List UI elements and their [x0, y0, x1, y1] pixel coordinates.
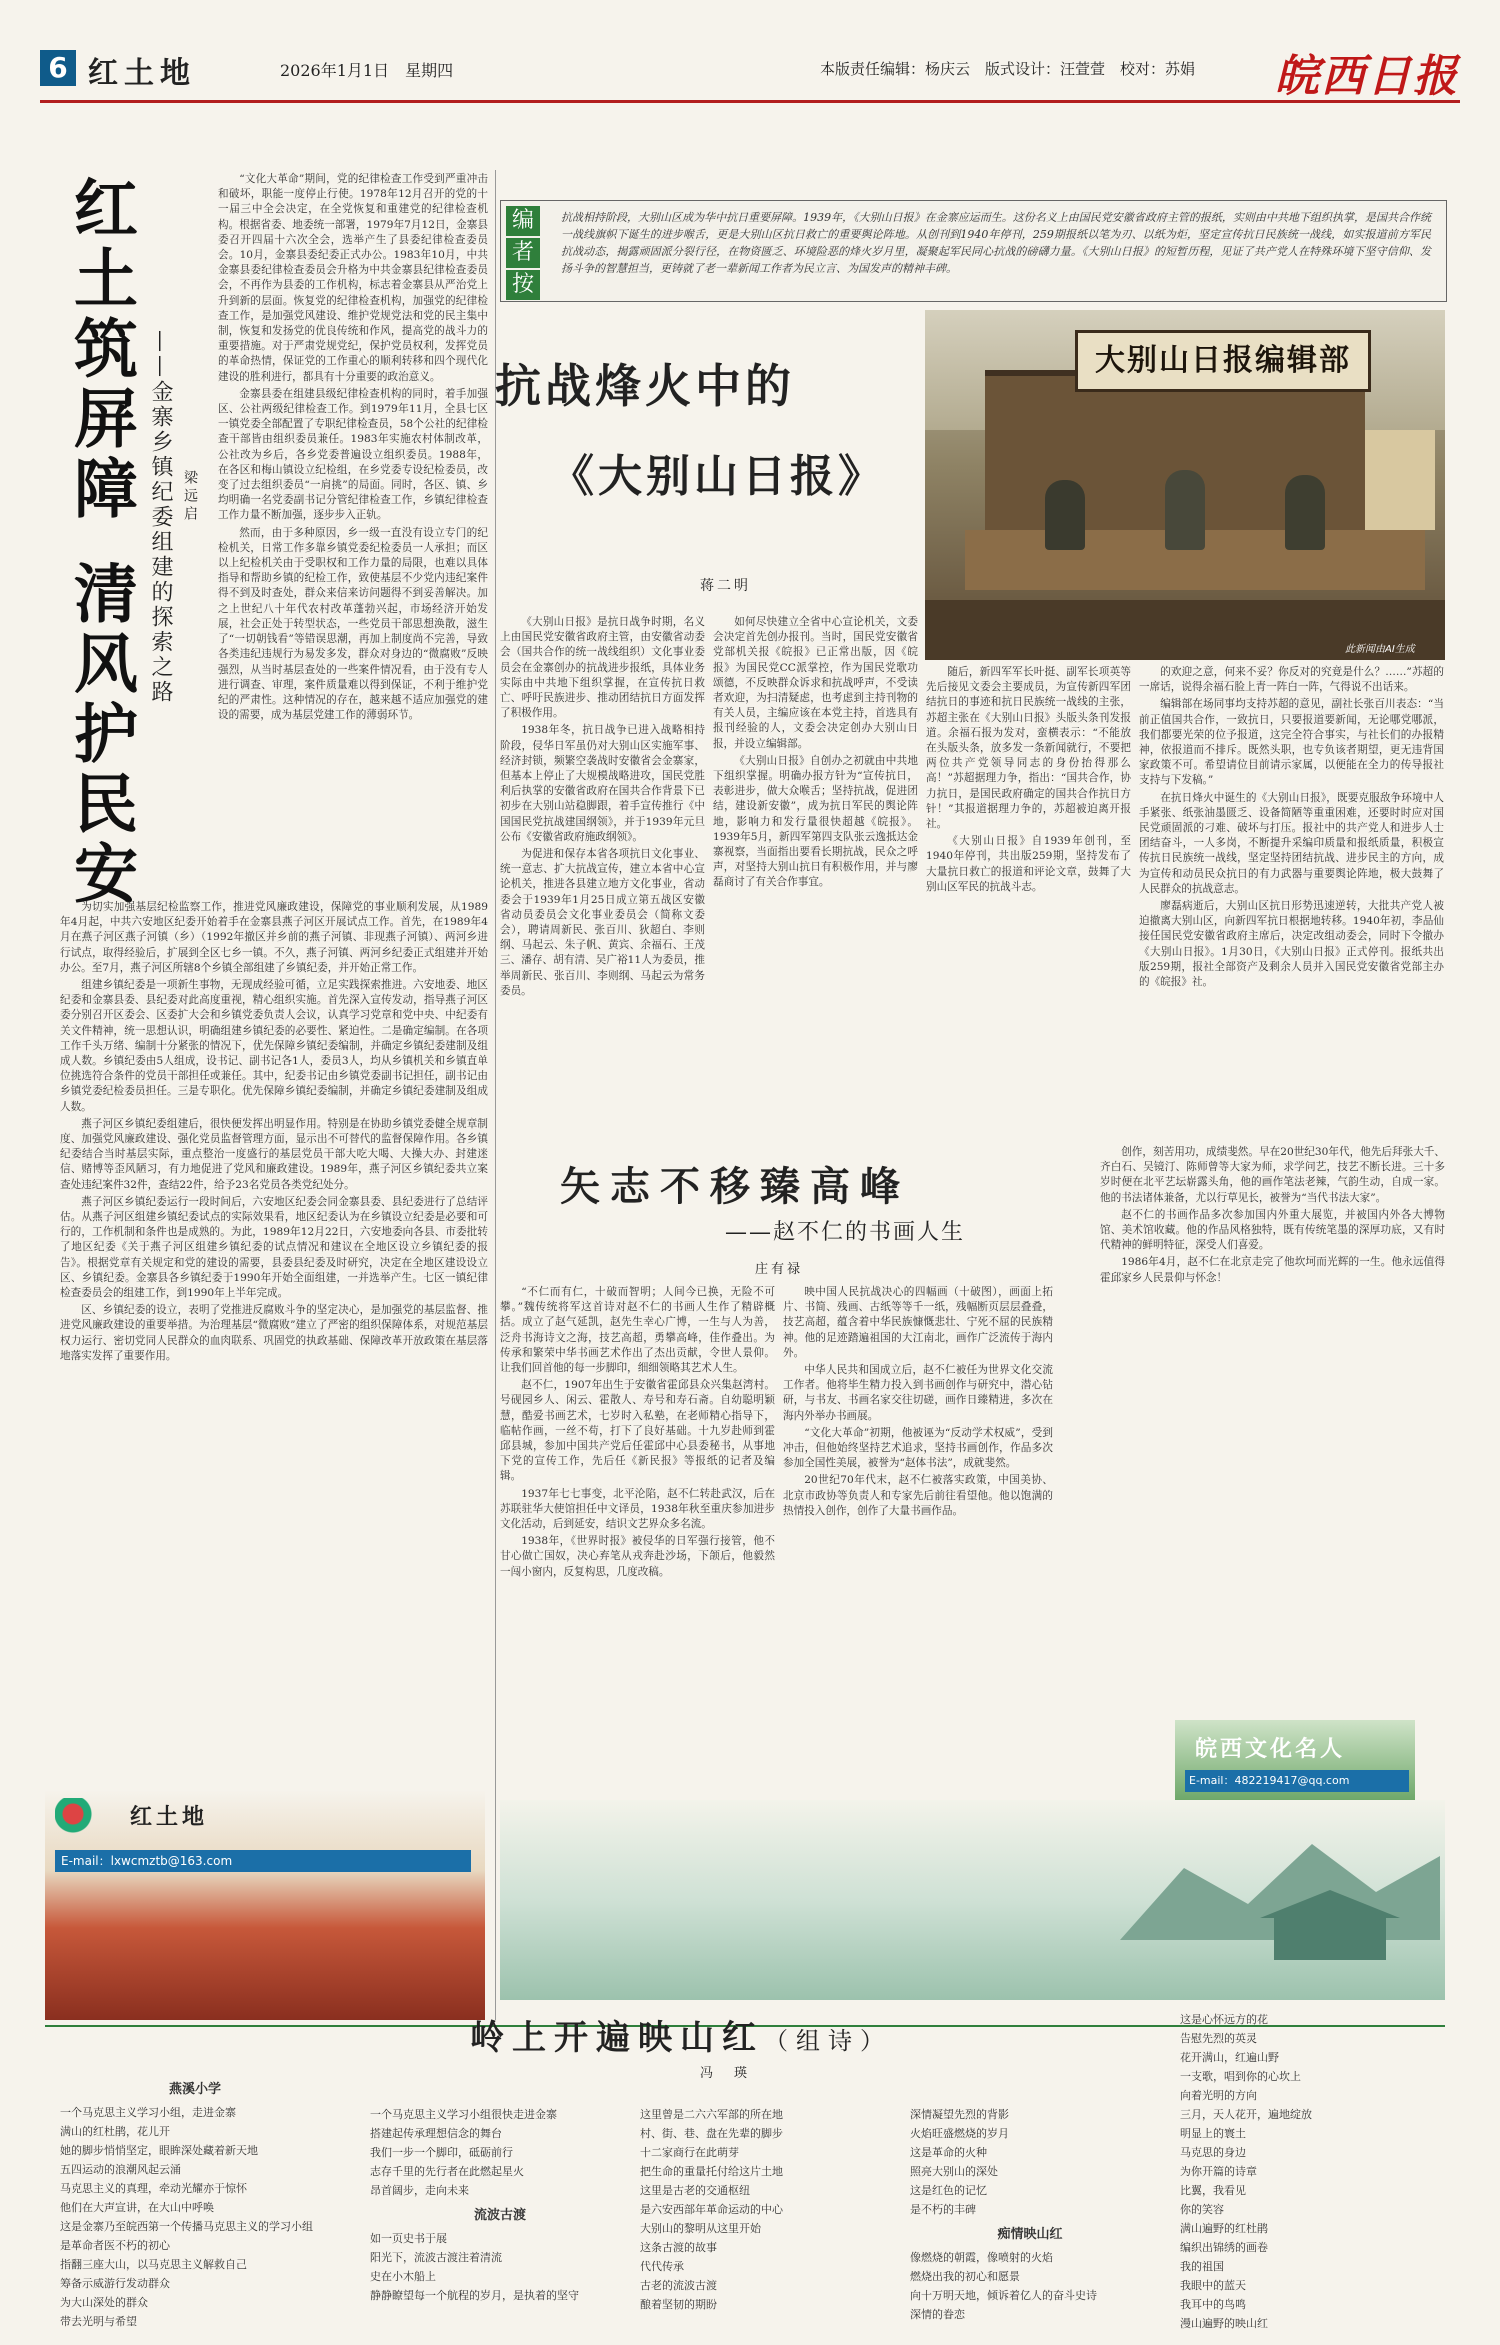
- paragraph: 创作，刻苦用功，成绩斐然。早在20世纪30年代，他先后拜张大千、齐白石、吴镜汀、陈师曾等大家为师，求学问艺，技艺不断长进。三十多岁时便在北平艺坛崭露头角，他的画作笔法老辣，气韵生动，自成一家。他的书法诸体兼备，尤以行草见长，被誉为“当代书法大家”。: [1100, 1146, 1445, 1204]
- paragraph: “不仁而有仁，十破而智明；人间今已换，无险不可攀。”魏传统将军这首诗对赵不仁的书画人生作了精辟概括。成立了赵气延凯，赵先生幸心广博，一生与人为善，泛舟书海诗文之海，技艺高超，勇攀高峰，佳作叠出。为传承和繁荣中华书画艺术作出了杰出贡献，令世人景仰。让我们回首他的每一步脚印，细细领略其艺术人生。: [500, 1286, 775, 1375]
- paragraph: 然而，由于多种原因，乡一级一直没有设立专门的纪检机关，日常工作多靠乡镇党委纪检委员一人承担；而区以上纪检机关由于受职权和工作力量的局限，也难以具体指导和帮助乡镇的纪检工作，致使基层不少党内违纪案件得不到及时查处，群众来信来访问题得不到妥善解决。加之上世纪八十年代农村改革蓬勃兴起，市场经济开始发展，社会正处于转型状态，一些党员干部思想涣散，滋生了“一切朝钱看”等错误思潮，再加上制度尚不完善，导致各类违纪违规行为易发多发，群众对身边的“微腐败”反映强烈，从当时基层查处的一些案件情况看，由于没有专人进行调查、审理，案件质量难以得到保证，不利于维护党纪的严肃性。这种情况的存在，越来越不适应加强党的建设的需要，成为基层党建工作的薄弱环节。: [218, 526, 488, 722]
- paragraph: 1938年冬，抗日战争已进入战略相持阶段，侵华日军虽仍对大别山区实施军事、经济封锁，频繁空袭战时安徽省会金寨家，但基本上停止了大规模战略进攻，国民党胜利后执掌的安徽省政府在国共合作背景下已初步在大别山站稳脚跟，着手宣传推行《中国国民党抗战建国纲领》，并于1939年元旦公布《安徽省政府施政纲领》。: [500, 724, 705, 843]
- poem-line: 马克思主义的真理，牵动光耀亦于惊怀: [60, 2182, 247, 2195]
- poem-column-5: [1180, 2010, 1445, 2330]
- issue-date: 2026年1月1日 星期四: [280, 61, 454, 80]
- poem-line: 我们一步一个脚印，砥砺前行: [370, 2146, 513, 2159]
- poem-line: 静静瞭望每一个航程的岁月，是执着的坚守: [370, 2289, 579, 2302]
- poem-line: 为大山深处的群众: [60, 2296, 148, 2309]
- left-article-body-lower: [60, 900, 488, 1775]
- war-article-col-2: [713, 615, 918, 1135]
- figure-silhouette: [1045, 480, 1085, 550]
- paragraph: 1986年4月，赵不仁在北京走完了他坎坷而光辉的一生。他永远值得霍邱家乡人民景仰与怀念！: [1100, 1256, 1445, 1284]
- poem-line: 是不朽的丰碑: [910, 2203, 976, 2216]
- editor-note: [500, 200, 1447, 302]
- paragraph: 为切实加强基层纪检监察工作，推进党风廉政建设，保障党的事业顺利发展，从1989年4月起，中共六安地区纪委开始着手在金寨县燕子河区开展试点工作。首先，在1989年4月在燕子河区燕子河镇（乡）（1992年撤区并乡前的燕子河镇、非现燕子河镇）、两河乡进行试点，取得经验后，扩展到全区七乡一镇。不久，燕子河镇、两河乡纪委正式组建并开始办公。至7月，燕子河区所辖8个乡镇全部组建了乡镇纪委，并开始正常工作。: [60, 901, 488, 974]
- left-author: [180, 470, 200, 590]
- poem-line: 古老的流波古渡: [640, 2279, 717, 2292]
- poem-line: 这里曾是二六六军部的所在地: [640, 2108, 783, 2121]
- badge-char: 编: [506, 206, 540, 236]
- poem-line: 告慰先烈的英灵: [1180, 2032, 1257, 2045]
- paragraph: 廖磊病逝后，大别山区抗日形势迅速逆转，大批共产党人被迫撤离大别山区，向新四军抗日根据地转移。1940年初，李品仙接任国民党安徽省政府主席后，决定改组动委会，同时下令撤办《大别山日报》。1月30日，《大别山日报》正式停刊。报纸共出版259期，报社全部资产及剩余人员并入国民党安徽省党部主办的《皖报》社。: [1139, 900, 1444, 989]
- calligraphy-title: 矢志不移臻高峰: [560, 1163, 910, 1210]
- poem-line: 是六安西部年革命运动的中心: [640, 2203, 783, 2216]
- poem-heading: 燕溪小学: [168, 2082, 221, 2097]
- poem-line: 花开满山，红遍山野: [1180, 2051, 1279, 2064]
- editor-note-text: 抗战相持阶段，大别山区成为华中抗日重要屏障。1939年，《大别山日报》在金寨应运而生。这份名义上由国民党安徽省政府主管的报纸，实则由中共地下组织执掌，是国共合作统一战线旗帜下诞生的进步喉舌，更是大别山区抗日救亡的重要舆论阵地。从创刊到1940年停刊，259期报纸以笔为刃、以纸为炬，坚定宣传抗日民族统一战线，如实报道前方军民抗战动态，揭露顽固派分裂行径，在物资匮乏、环境险恶的烽火岁月里，凝聚起军民同心抗战的磅礴力量。《大别山日报》的短暂历程，见证了共产党人在特殊环境下坚守信仰、发扬斗争的智慧担当，更铸就了老一辈新闻工作者为民立言、为国发声的精神丰碑。: [561, 211, 1431, 275]
- poem-heading: 痴情映山红: [997, 2227, 1063, 2242]
- calligraphy-col-2: [783, 1285, 1053, 1745]
- poem-line: 村、街、巷、盘在先辈的脚步: [640, 2127, 783, 2140]
- poem-line: 阳光下，流波古渡注着清流: [370, 2251, 502, 2264]
- poem-line: 向十万明天地，倾诉着亿人的奋斗史诗: [910, 2289, 1097, 2302]
- badge-title: 红土地: [130, 1804, 209, 1830]
- column-divider: [495, 170, 496, 2020]
- left-title-1: [60, 175, 140, 555]
- poem-column-1: [60, 2080, 330, 2328]
- poem-line: 明显上的寰土: [1180, 2127, 1246, 2140]
- paragraph: 随后，新四军军长叶挺、副军长项英等先后接见文委会主要成员，为宣传新四军团结抗日的事迹和抗日民族统一战线的主张，苏超主张在《大别山日报》头版头条刊发报道。余福石报为发对，蛮横表示：“不能放在头版头条，放多发一条新闻就行，不要把两位共产党领导同志的身份抬得那么高！”苏超据理力争，指出：“国共合作，协力抗日，是国民政府确定的国共合作抗日方针！”其报道据理力争的，苏超被迫离开报社。: [926, 666, 1131, 831]
- poem-lines: [370, 2229, 630, 2305]
- page-header: [40, 40, 1460, 103]
- poem-line: 深情凝望先烈的背影: [910, 2108, 1009, 2121]
- war-article-col-1: [500, 615, 705, 1135]
- poem-line: 是革命者医不朽的初心: [60, 2239, 170, 2252]
- war-article-title-2: 《大别山日报》: [550, 451, 886, 502]
- poem-line: 把生命的重量托付给这片土地: [640, 2165, 783, 2178]
- poem-line: 这是心怀远方的花: [1180, 2013, 1268, 2026]
- paragraph: 《大别山日报》是抗日战争时期，名义上由国民党安徽省政府主管，由安徽省动委会（国共合作的统一战线组织）文化事业委员会在金寨创办的抗战进步报纸，具体业务实际由中共地下组织掌握，在宣传抗日救亡、呼吁民族进步、推动团结抗日方面发挥了积极作用。: [500, 616, 705, 720]
- poem-lines: [640, 2105, 900, 2314]
- poem-line: 照亮大别山的深处: [910, 2165, 998, 2178]
- war-article-author: 蒋二明: [700, 578, 751, 594]
- badge-char: 按: [506, 270, 540, 300]
- poem-line: 指翻三座大山，以马克思主义解救自己: [60, 2258, 247, 2271]
- paragraph: 1937年七七事变，北平沦陷，赵不仁转赴武汉，后在苏联驻华大使馆担任中文译员，1938年秋至重庆参加进步文化活动，后到延安，结识文艺界众多名流。: [500, 1487, 775, 1531]
- figure-silhouette: [1165, 470, 1205, 550]
- left-article-title: 红土筑屏障: [63, 175, 138, 525]
- poem-line: 大别山的黎明从这里开始: [640, 2222, 761, 2235]
- poem-line: 深情的眷恋: [910, 2308, 965, 2321]
- poem-line: 十二家商行在此萌芽: [640, 2146, 739, 2159]
- poem-line: 他们在大声宣讲，在大山中呼唤: [60, 2201, 214, 2214]
- poem-line: 这是红色的记忆: [910, 2184, 987, 2197]
- wanxi-culture-email: E-mail：482219417@qq.com: [1185, 1770, 1409, 1792]
- poem-line: 这里是古老的交通枢纽: [640, 2184, 750, 2197]
- paragraph: 赵不仁，1907年出生于安徽省霍邱县众兴集赵湾村。号砚园乡人、闲云、霍散人、寿号和寿石斋。自幼聪明颖慧，酷爱书画艺术，七岁时入私塾，在老师精心指导下，临帖作画，一丝不苟，打下了良好基础。十九岁赴师到霍邱县城，参加中国共产党后任霍邱中心县委秘书，从事地下党的宣传工作，先后任《新民报》等报纸的记者及编辑。: [500, 1379, 775, 1483]
- poem-line: 三月，天人花开，遍地绽放: [1180, 2108, 1312, 2121]
- paragraph: “文化大革命”期间，党的纪律检查工作受到严重冲击和破坏，职能一度停止行使。1978年12月召开的党的十一届三中全会决定，在全党恢复和重建党的纪律检查机构。根据省委、地委统一部署，1979年7月12日，金寨县委召开四届十六次全会，选举产生了县委纪律检查委员会。10月，金寨县委纪委正式办公。1983年10月，中共金寨县委纪律检查委员会升格为中共金寨县纪律检查委员会，不再作为县委的工作机构，标志着金寨县从严治党上升到新的层面。恢复党的纪律检查机构，加强党的纪律检查工作，是加强党风建设、维护党规党法和党的民主集中制，恢复和发扬党的优良传统和作风，提高党的战斗力的重要措施。对于严肃党规党纪，保护党员权利，发挥党员的革命热情，保证党的工作重心的顺利转移和四个现代化建设的胜利进行，都具有十分重要的政治意义。: [218, 173, 488, 383]
- editor-note-badge: [506, 206, 546, 300]
- war-article-col-4: [1139, 665, 1444, 1135]
- poem-line: 向着光明的方向: [1180, 2089, 1257, 2102]
- figure-silhouette: [1285, 475, 1325, 550]
- poem-line: 燃烧出我的初心和愿景: [910, 2270, 1020, 2283]
- poem-line: 这是革命的火种: [910, 2146, 987, 2159]
- poem-line: 如一页史书于展: [370, 2232, 447, 2245]
- poem-line: 搭建起传承理想信念的舞台: [370, 2127, 502, 2140]
- poem-lines: [910, 2248, 1150, 2324]
- paragraph: 如何尽快建立全省中心宣论机关，文委会决定首先创办报刊。当时，国民党安徽省党部机关报《皖报》已正常出版，因《皖报》为国民党CC派掌控，作为国民党歌功颂德，不反映群众诉求和抗战呼声，不受读者欢迎，为扫清疑虑，也考虑到主持刊物的有关人员，主编应该在本党主持，首选具有报刊经验的人，文委会决定创办大别山日报，并设立编辑部。: [713, 616, 918, 750]
- war-article-col-3: [926, 665, 1131, 1135]
- poem-author: 冯 瑛: [700, 2066, 752, 2081]
- poem-heading: 流波古渡: [473, 2208, 526, 2223]
- poem-line: 一支歌，唱到你的心坎上: [1180, 2070, 1301, 2083]
- wanxi-culture-title: 皖西文化名人: [1195, 1736, 1346, 1762]
- paragraph: 《大别山日报》自1939年创刊，至1940年停刊，共出版259期，坚持发布了大量抗日救亡的报道和评论文章，鼓舞了大别山区军民的抗战斗志。: [926, 835, 1131, 893]
- poem-line: 编织出锦绣的画卷: [1180, 2241, 1268, 2254]
- calligraphy-col-3: [1100, 1145, 1445, 1685]
- paragraph: 燕子河区乡镇纪委运行一段时间后，六安地区纪委会同金寨县委、县纪委进行了总结评估。从燕子河区组建乡镇纪委试点的实际效果看，地区纪委认为在乡镇设立纪委是必要和可行的，工作机制和条件也是成熟的。为此，1989年12月22日，六安地委向各县、市委批转了地区纪委《关于燕子河区组建乡镇纪委的试点情况和建议在全地区设立乡镇纪委的报告》。根据党章有关规定和党的建设的需要，县委县纪委及时研究，决定在全地区建设设立区、乡镇纪委。金寨县各乡镇纪委于1990年开始全面组建，一并选举产生。七区一镇纪律检查委员会的组建工作，到1990年上半年完成。: [60, 1195, 488, 1300]
- poem-line: 志存千里的先行者在此燃起星火: [370, 2165, 524, 2178]
- editorial-signboard: 大别山日报编辑部: [1075, 330, 1371, 392]
- paragraph: 《大别山日报》自创办之初就由中共地下组织掌握。明确办报方针为“宣传抗日，表彰进步，做大众喉舌；坚持抗战，促进团结，建设新安徽”，成为抗日军民的舆论阵地，影响力和发行量很快超越《皖报》。1939年5月，新四军第四支队张云逸抵达金寨视察，当面指出要看长期抗战，民众之呼声，对坚持大别山抗日有积极作用，并与廖磊商讨了有关合作事宜。: [713, 754, 918, 889]
- poem-line: 漫山遍野的映山红: [1180, 2317, 1268, 2330]
- poem-line: 马克思的身边: [1180, 2146, 1246, 2159]
- poem-line: 我的祖国: [1180, 2260, 1224, 2273]
- left-article-title-2: 清风护民安: [63, 560, 138, 910]
- poem-lines: [370, 2105, 630, 2200]
- red-earth-badge: [45, 1790, 485, 2020]
- badge-char: 者: [506, 238, 540, 268]
- paragraph: 1938年，《世界时报》被侵华的日军强行接管，他不甘心做亡国奴，决心弃笔从戎奔赴沙场，下颌后，他毅然一闯小窗内，反复构思，几度改稿。: [500, 1535, 775, 1578]
- poem-title-suffix: （组诗）: [764, 2027, 892, 2055]
- left-article-body-upper: [218, 172, 488, 892]
- poem-line: 她的脚步悄悄坚定，眼眸深处藏着新天地: [60, 2144, 258, 2157]
- poem-line: 这是金寨乃至皖西第一个传播马克思主义的学习小组: [60, 2220, 313, 2233]
- paragraph: 金寨县委在组建县级纪律检查机构的同时，着手加强区、公社两级纪律检查工作。到1979年11月，全县七区一镇党委全部配置了专职纪律检查员，58个公社的纪律检查干部皆由组织委员兼任。1983年实施农村体制改革，公社改为乡后，各乡党委普遍设立组织委员。1988年，在各区和梅山镇设立纪检组，在乡党委专设纪检委员，改变了过去组织委员“一肩挑”的局面。同时，各区、镇、乡均明确一名党委副书记分管纪律检查工作，乡镇纪律检查工作力量不断加强，逐步步入正轨。: [218, 387, 488, 522]
- left-subtitle: [145, 330, 175, 750]
- poem-line: 我眼中的蓝天: [1180, 2279, 1246, 2292]
- poem-line: 筹备示威游行发动群众: [60, 2277, 170, 2290]
- calligraphy-subtitle: ——赵不仁的书画人生: [725, 1220, 966, 1245]
- poem-line: 史在小木船上: [370, 2270, 436, 2283]
- poem-line: 带去光明与希望: [60, 2315, 137, 2328]
- calligraphy-author: 庄有禄: [755, 1262, 804, 1277]
- flower-icon: [55, 1798, 115, 1838]
- landscape-decoration: [500, 1800, 1445, 2000]
- poem-line: 比翼，我看见: [1180, 2184, 1246, 2197]
- image-credit: 此新闻由AI生成: [1345, 644, 1415, 655]
- paragraph: 中华人民共和国成立后，赵不仁被任为世界文化交流工作者。他将毕生精力投入到书画创作与研究中，潜心钻研，与书友、书画名家交往切磋，画作日臻精进，多次在海内外举办书画展。: [783, 1364, 1053, 1422]
- poem-line: 满山遍野的红杜鹃: [1180, 2222, 1268, 2235]
- left-article-author: 梁远启: [182, 470, 198, 524]
- poem-column-4: [910, 2105, 1150, 2320]
- editor-credits: 本版责任编辑：杨庆云 版式设计：汪萱萱 校对：苏娟: [820, 60, 1196, 78]
- wanxi-culture-badge: [1175, 1720, 1415, 1800]
- poem-line: 昂首阔步，走向未来: [370, 2184, 469, 2197]
- poem-line: 酿着坚韧的期盼: [640, 2298, 717, 2311]
- paragraph: 燕子河区乡镇纪委组建后，很快便发挥出明显作用。特别是在协助乡镇党委健全规章制度、加强党风廉政建设、强化党员监督管理方面，显示出不可替代的监督保障作用。各乡镇纪委结合当时基层实际，重点整治一度盛行的基层党员干部大吃大喝、大操大办、封建迷信、赌博等歪风陋习，有力地促进了党风和廉政建设。1989年，燕子河区乡镇纪委共立案查处违纪案件32件，查结22件，给予23名党员各类党纪处分。: [60, 1117, 488, 1191]
- poem-column-2: [370, 2105, 630, 2320]
- paragraph: 20世纪70年代末，赵不仁被落实政策，中国美协、北京市政协等负责人和专家先后前往看望他。他以饱满的热情投入创作，创作了大量书画作品。: [783, 1474, 1053, 1517]
- window: [1365, 430, 1435, 530]
- poem-line: 这条古渡的故事: [640, 2241, 717, 2254]
- poem-lines: [910, 2105, 1150, 2219]
- paragraph: 组建乡镇纪委是一项新生事物，无现成经验可循，立足实践探索推进。六安地委、地区纪委和金寨县委、县纪委对此高度重视，精心组织实施。首先深入宣传发动，指导燕子河区委分别召开区委会、区委扩大会和乡镇党委负责人会议，认真学习党章和党中央、中纪委有关文件精神，统一思想认识，明确组建乡镇纪委的必要性、紧迫性。二是确定编制。在各项工作千头万绪、编制十分紧张的情况下，优先保障乡镇纪委编制，并确定乡镇纪委建制及组成人数。乡镇纪委由5人组成，设书记、副书记各1人，委员3人，均从乡镇机关和乡镇直单位挑选符合条件的党员干部担任或兼任。其中，纪委书记由乡镇党委副书记担任，副书记由乡镇党委纪检委员担任。三是专职化。优先保障乡镇纪委编制，并确定乡镇纪委建制及组成人数。: [60, 979, 488, 1113]
- editorial-illustration: [925, 310, 1445, 660]
- paragraph: 的欢迎之意，何来不妥？你反对的究竟是什么？……”苏超的一席话，说得余福石脸上青一阵白一阵，气得说不出话来。: [1139, 666, 1444, 694]
- calligraphy-col-1: [500, 1285, 775, 1790]
- poem-lines: [60, 2103, 330, 2331]
- paragraph: 编辑部在场同事均支持苏超的意见，副社长张百川表态：“当前正值国共合作，一致抗日，只要报道要新闻，无论哪党哪派，我们都要光荣的位予报道，这完全符合事实，与社长们的办报精神，依报道而不排斥。既然头职，也专负该者期望，更无违背国家政策不可。希望请位目前请示家属，以便能在全力的传导报社支持与下发稿。”: [1139, 698, 1444, 787]
- section-name: 红土地: [88, 56, 196, 91]
- badge-email: E-mail：lxwcmztb@163.com: [55, 1850, 471, 1872]
- paragraph: 区、乡镇纪委的设立，表明了党推进反腐败斗争的坚定决心，是加强党的基层监督、推进党风廉政建设的重要举措。为治理基层“微腐败”建立了严密的组织保障体系，对规范基层权力运行、密切党同人民群众的血肉联系、巩固党的执政基础、保障改革开放政策在基层落地落实发挥了重要作用。: [60, 1304, 488, 1362]
- poem-line: 代代传承: [640, 2260, 684, 2273]
- poem-line: 五四运动的浪潮风起云涌: [60, 2163, 181, 2176]
- paragraph: 为促进和保存本省各项抗日文化事业、统一意志、扩大抗战宣传，建立本省中心宣论机关，推进各县建立地方文化事业，省动委会于1939年1月25日成立第五战区安徽省动员委员会文化事业委员会（简称文委会），聘请周新民、张百川、狄超白、李则纲、马起云、朱子帆、黄宾、余福石、王茂三、潘存、胡有清、吴广裕11人为委员，推举周新民、张百川、李则纲、马起云为常务委员。: [500, 848, 705, 997]
- left-title-2: [60, 560, 140, 930]
- poem-column-3: [640, 2105, 900, 2320]
- newspaper-logo: 皖西日报: [1275, 51, 1459, 102]
- poem-line: 你的笑容: [1180, 2203, 1224, 2216]
- poem-line: 为你开篇的诗章: [1180, 2165, 1257, 2178]
- poem-line: 一个马克思主义学习小组很快走进金寨: [370, 2108, 557, 2121]
- left-article-subtitle: ——金寨乡镇纪委组建的探索之路: [148, 330, 173, 705]
- poem-line: 我耳中的鸟鸣: [1180, 2298, 1246, 2311]
- war-article-title-1: 抗战烽火中的: [495, 359, 795, 413]
- paragraph: “文化大革命”初期，他被诬为“反动学术权威”，受到冲击，但他始终坚持艺术追求，坚持书画创作，作品多次参加全国性美展，被誉为“赵体书法”，成就斐然。: [783, 1426, 1053, 1470]
- poem-line: 满山的红杜鹃，花儿开: [60, 2125, 170, 2138]
- poem-lines: [1180, 2010, 1445, 2333]
- paragraph: 映中国人民抗战决心的四幅画（十破图），画面上拓片、书简、残画、古纸等等千一纸，残幅断页层层叠叠，技艺高超，蕴含着中华民族慷慨悲壮、宁死不屈的民族精神。他的足迹踏遍祖国的大江南北，画作广泛流传于海内外。: [783, 1286, 1053, 1359]
- poem-title-main: 岭上开遍映山红: [470, 2018, 764, 2058]
- poem-title: [470, 2010, 892, 2059]
- paragraph: 赵不仁的书画作品多次参加国内外重大展览，并被国内外各大博物馆、美术馆收藏。他的作品风格独特，既有传统笔墨的深厚功底，又有时代精神的鲜明特征，深受人们喜爱。: [1100, 1208, 1445, 1252]
- poem-line: 火焰旺盛燃烧的岁月: [910, 2127, 1009, 2140]
- poem-line: 一个马克思主义学习小组，走进金寨: [60, 2106, 236, 2119]
- page-number: 6: [40, 50, 76, 86]
- poem-line: 像燃烧的朝霞，像喷射的火焰: [910, 2251, 1053, 2264]
- paragraph: 在抗日烽火中诞生的《大别山日报》，既要克服敌争环境中人手紧张、纸张油墨匮乏、设备简陋等重重困难，还要时时应对国民党顽固派的刁难、破坏与打压。报社中的共产党人和进步人士团结奋斗，一人多岗，不断提升采编印质量和报纸质量，积极宣传抗日民族统一战线，坚定坚持团结抗战、进步民主的方向，成为宣传和动员民众抗日的有力武器与重要舆论阵地，极大鼓舞了人民群众的抗战意志。: [1139, 791, 1444, 895]
